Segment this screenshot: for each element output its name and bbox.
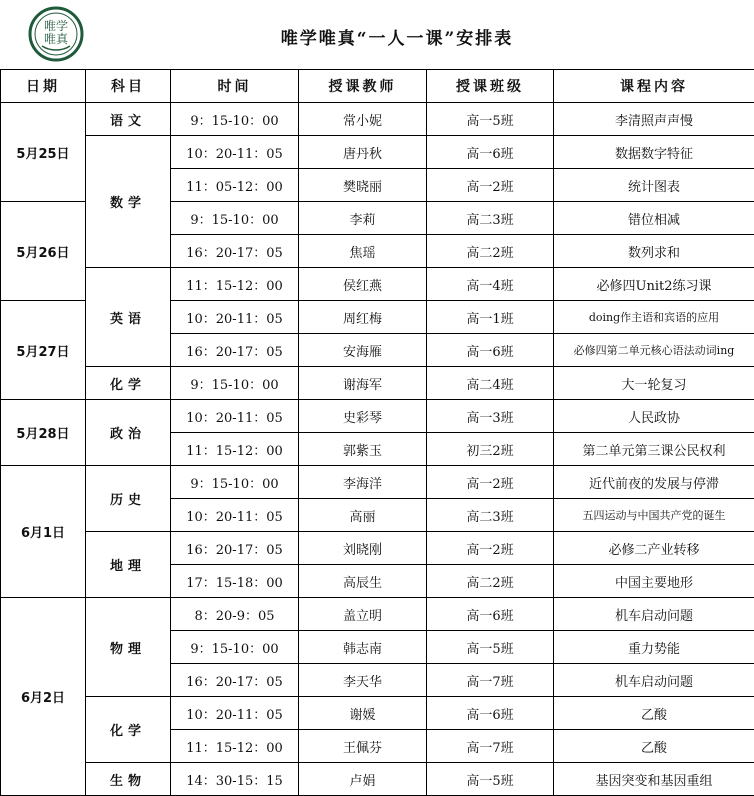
class-cell: 高一6班 <box>427 598 554 631</box>
table-row <box>1 136 754 169</box>
time-cell: 10：20-11：05 <box>171 400 299 433</box>
col-header-content: 课程内容 <box>554 70 754 103</box>
table-row <box>1 763 754 796</box>
time-cell: 16：20-17：05 <box>171 532 299 565</box>
content-cell: doing作主语和宾语的应用 <box>554 301 754 334</box>
content-cell: 机车启动问题 <box>554 598 754 631</box>
time-cell: 9：15-10：00 <box>171 202 299 235</box>
time-cell: 8：20-9：05 <box>171 598 299 631</box>
class-cell: 高二3班 <box>427 499 554 532</box>
teacher-cell: 周红梅 <box>299 301 427 334</box>
subject-cell: 物理 <box>86 598 171 697</box>
class-cell: 高一4班 <box>427 268 554 301</box>
teacher-cell: 高辰生 <box>299 565 427 598</box>
schedule-table <box>0 69 754 796</box>
teacher-cell: 卢娟 <box>299 763 427 796</box>
teacher-cell: 侯红燕 <box>299 268 427 301</box>
class-cell: 高一7班 <box>427 730 554 763</box>
table-row <box>1 400 754 433</box>
time-cell: 10：20-11：05 <box>171 499 299 532</box>
content-cell: 五四运动与中国共产党的诞生 <box>554 499 754 532</box>
date-cell: 5月26日 <box>1 202 86 301</box>
table-row <box>1 367 754 400</box>
teacher-cell: 常小妮 <box>299 103 427 136</box>
time-cell: 16：20-17：05 <box>171 235 299 268</box>
subject-cell: 政治 <box>86 400 171 466</box>
time-cell: 11：15-12：00 <box>171 730 299 763</box>
content-cell: 机车启动问题 <box>554 664 754 697</box>
content-cell: 乙酸 <box>554 697 754 730</box>
teacher-cell: 高丽 <box>299 499 427 532</box>
content-cell: 数据数字特征 <box>554 136 754 169</box>
content-cell: 重力势能 <box>554 631 754 664</box>
header <box>0 0 754 69</box>
subject-cell: 英语 <box>86 268 171 367</box>
teacher-cell: 韩志南 <box>299 631 427 664</box>
class-cell: 高一2班 <box>427 466 554 499</box>
table-row <box>1 532 754 565</box>
teacher-cell: 谢媛 <box>299 697 427 730</box>
subject-cell: 化学 <box>86 697 171 763</box>
subject-cell: 地理 <box>86 532 171 598</box>
content-cell: 错位相减 <box>554 202 754 235</box>
col-header-subject: 科目 <box>86 70 171 103</box>
teacher-cell: 盖立明 <box>299 598 427 631</box>
teacher-cell: 焦瑶 <box>299 235 427 268</box>
teacher-cell: 唐丹秋 <box>299 136 427 169</box>
teacher-cell: 李海洋 <box>299 466 427 499</box>
time-cell: 11：05-12：00 <box>171 169 299 202</box>
content-cell: 必修四第二单元核心语法动词ing <box>554 334 754 367</box>
subject-cell: 语文 <box>86 103 171 136</box>
class-cell: 高一3班 <box>427 400 554 433</box>
col-header-class: 授课班级 <box>427 70 554 103</box>
page-title: 唯学唯真“一人一课”安排表 <box>280 29 514 49</box>
logo-char-4: 真 <box>56 32 69 46</box>
table-header-row <box>1 70 754 103</box>
class-cell: 高二4班 <box>427 367 554 400</box>
date-cell: 6月2日 <box>1 598 86 796</box>
content-cell: 必修二产业转移 <box>554 532 754 565</box>
time-cell: 14：30-15：15 <box>171 763 299 796</box>
time-cell: 11：15-12：00 <box>171 268 299 301</box>
content-cell: 基因突变和基因重组 <box>554 763 754 796</box>
teacher-cell: 郭紫玉 <box>299 433 427 466</box>
table-row <box>1 466 754 499</box>
class-cell: 高二2班 <box>427 235 554 268</box>
time-cell: 10：20-11：05 <box>171 136 299 169</box>
content-cell: 第二单元第三课公民权利 <box>554 433 754 466</box>
teacher-cell: 谢海军 <box>299 367 427 400</box>
content-cell: 大一轮复习 <box>554 367 754 400</box>
class-cell: 高一5班 <box>427 103 554 136</box>
class-cell: 高一6班 <box>427 334 554 367</box>
class-cell: 高二3班 <box>427 202 554 235</box>
time-cell: 17：15-18：00 <box>171 565 299 598</box>
table-row <box>1 103 754 136</box>
content-cell: 近代前夜的发展与停滞 <box>554 466 754 499</box>
date-cell: 5月25日 <box>1 103 86 202</box>
logo-char-2: 学 <box>56 19 69 33</box>
subject-cell: 历史 <box>86 466 171 532</box>
teacher-cell: 史彩琴 <box>299 400 427 433</box>
time-cell: 10：20-11：05 <box>171 697 299 730</box>
class-cell: 高一6班 <box>427 136 554 169</box>
time-cell: 11：15-12：00 <box>171 433 299 466</box>
logo-char-3: 唯 <box>43 32 56 46</box>
time-cell: 10：20-11：05 <box>171 301 299 334</box>
content-cell: 李清照声声慢 <box>554 103 754 136</box>
teacher-cell: 李天华 <box>299 664 427 697</box>
teacher-cell: 李莉 <box>299 202 427 235</box>
content-cell: 中国主要地形 <box>554 565 754 598</box>
content-cell: 乙酸 <box>554 730 754 763</box>
subject-cell: 数学 <box>86 136 171 268</box>
class-cell: 高一5班 <box>427 763 554 796</box>
table-row <box>1 268 754 301</box>
time-cell: 9：15-10：00 <box>171 631 299 664</box>
class-cell: 高一5班 <box>427 631 554 664</box>
teacher-cell: 王佩芬 <box>299 730 427 763</box>
teacher-cell: 安海雁 <box>299 334 427 367</box>
table-row <box>1 697 754 730</box>
time-cell: 9：15-10：00 <box>171 103 299 136</box>
content-cell: 人民政协 <box>554 400 754 433</box>
col-header-date: 日期 <box>1 70 86 103</box>
class-cell: 高一1班 <box>427 301 554 334</box>
col-header-time: 时间 <box>171 70 299 103</box>
class-cell: 高一2班 <box>427 169 554 202</box>
class-cell: 初三2班 <box>427 433 554 466</box>
table-row <box>1 598 754 631</box>
teacher-cell: 刘晓刚 <box>299 532 427 565</box>
time-cell: 16：20-17：05 <box>171 334 299 367</box>
logo-char-1: 唯 <box>43 19 56 33</box>
subject-cell: 化学 <box>86 367 171 400</box>
content-cell: 统计图表 <box>554 169 754 202</box>
time-cell: 9：15-10：00 <box>171 367 299 400</box>
class-cell: 高一2班 <box>427 532 554 565</box>
date-cell: 5月27日 <box>1 301 86 400</box>
time-cell: 16：20-17：05 <box>171 664 299 697</box>
col-header-teacher: 授课教师 <box>299 70 427 103</box>
class-cell: 高一6班 <box>427 697 554 730</box>
content-cell: 数列求和 <box>554 235 754 268</box>
subject-cell: 生物 <box>86 763 171 796</box>
class-cell: 高一7班 <box>427 664 554 697</box>
date-cell: 5月28日 <box>1 400 86 466</box>
time-cell: 9：15-10：00 <box>171 466 299 499</box>
class-cell: 高二2班 <box>427 565 554 598</box>
teacher-cell: 樊晓丽 <box>299 169 427 202</box>
date-cell: 6月1日 <box>1 466 86 598</box>
content-cell: 必修四Unit2练习课 <box>554 268 754 301</box>
